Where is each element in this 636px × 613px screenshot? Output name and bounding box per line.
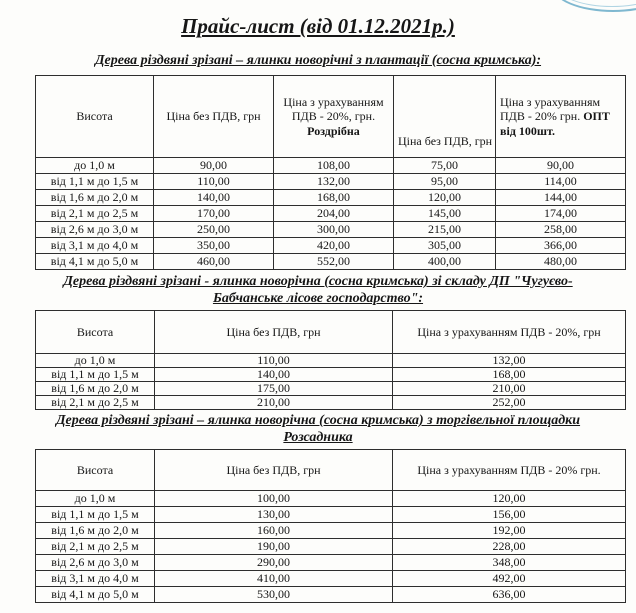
price-cell: 215,00: [394, 222, 496, 238]
plantation-price-table: [35, 75, 626, 270]
height-cell: від 1,1 м до 1,5 м: [36, 507, 155, 523]
height-cell: від 2,1 м до 2,5 м: [36, 206, 154, 222]
height-cell: від 1,6 м до 2,0 м: [36, 382, 155, 396]
height-cell: від 2,6 м до 3,0 м: [36, 222, 154, 238]
price-cell: 350,00: [154, 238, 274, 254]
col-header-price-no-vat-retail: Ціна без ПДВ, грн: [154, 76, 274, 158]
price-cell: 190,00: [155, 539, 393, 555]
price-cell: 400,00: [394, 254, 496, 270]
section3-heading-line1: Дерева різдвяні зрізані – ялинка новорічна (сосна кримська) з торгівельної площадки: [55, 413, 581, 428]
table-row: [36, 174, 626, 190]
table-row: [36, 396, 626, 410]
price-cell: 170,00: [154, 206, 274, 222]
price-cell: 305,00: [394, 238, 496, 254]
height-cell: від 4,1 м до 5,0 м: [36, 254, 154, 270]
price-cell: 110,00: [154, 174, 274, 190]
col-header-price-no-vat: Ціна без ПДВ, грн: [155, 450, 393, 491]
section3-heading-line2: Розсадника: [283, 430, 353, 445]
warehouse-price-table: [35, 310, 626, 410]
height-cell: до 1,0 м: [36, 158, 154, 174]
table-row: [36, 222, 626, 238]
price-cell: 110,00: [155, 354, 393, 368]
price-cell: 410,00: [155, 571, 393, 587]
height-cell: від 3,1 м до 4,0 м: [36, 571, 155, 587]
height-cell: від 2,1 м до 2,5 м: [36, 396, 155, 410]
table-row: [36, 190, 626, 206]
section2-heading-line2: Бабчанське лісове господарство":: [212, 291, 424, 306]
col-header-price-vat: Ціна з урахуванням ПДВ - 20%, грн: [393, 311, 626, 354]
price-cell: 258,00: [496, 222, 626, 238]
price-cell: 120,00: [393, 491, 626, 507]
table-row: [36, 254, 626, 270]
price-cell: 204,00: [274, 206, 394, 222]
col-header-height: Висота: [36, 450, 155, 491]
price-cell: 250,00: [154, 222, 274, 238]
col-header-price-no-vat-opt: Ціна без ПДВ, грн: [394, 76, 496, 158]
height-cell: від 2,6 м до 3,0 м: [36, 555, 155, 571]
price-cell: 480,00: [496, 254, 626, 270]
price-cell: 132,00: [274, 174, 394, 190]
price-cell: 530,00: [155, 587, 393, 603]
table-row: [36, 507, 626, 523]
price-cell: 228,00: [393, 539, 626, 555]
col-header-height: Висота: [36, 76, 154, 158]
price-cell: 210,00: [393, 382, 626, 396]
table-row: [36, 354, 626, 368]
price-cell: 132,00: [393, 354, 626, 368]
table-row: [36, 555, 626, 571]
table-row: [36, 382, 626, 396]
col-header-price-vat-retail: [274, 76, 394, 158]
price-cell: 192,00: [393, 523, 626, 539]
table-row: [36, 206, 626, 222]
col-header-price-vat-opt: [496, 76, 626, 158]
price-cell: 144,00: [496, 190, 626, 206]
price-cell: 140,00: [154, 190, 274, 206]
price-cell: 156,00: [393, 507, 626, 523]
price-cell: 174,00: [496, 206, 626, 222]
price-cell: 168,00: [393, 368, 626, 382]
col-header-text: Ціна з урахуванням ПДВ - 20% грн.: [500, 94, 601, 124]
col-header-price-no-vat: Ціна без ПДВ, грн: [155, 311, 393, 354]
price-cell: 168,00: [274, 190, 394, 206]
table-row: [36, 587, 626, 603]
table-row: [36, 491, 626, 507]
section1-heading: Дерева різдвяні зрізані – ялинки новорічні з плантації (сосна кримська):: [94, 53, 542, 68]
price-cell: 252,00: [393, 396, 626, 410]
price-cell: 108,00: [274, 158, 394, 174]
price-cell: 460,00: [154, 254, 274, 270]
table-header-row: [36, 311, 626, 354]
price-cell: 95,00: [394, 174, 496, 190]
price-cell: 290,00: [155, 555, 393, 571]
height-cell: від 1,6 м до 2,0 м: [36, 190, 154, 206]
page-title: Прайс-лист (від 01.12.2021р.): [181, 14, 455, 38]
height-cell: від 1,1 м до 1,5 м: [36, 174, 154, 190]
price-cell: 175,00: [155, 382, 393, 396]
table-row: [36, 523, 626, 539]
price-cell: 300,00: [274, 222, 394, 238]
price-cell: 160,00: [155, 523, 393, 539]
table-row: [36, 238, 626, 254]
table-row: [36, 158, 626, 174]
nursery-price-table: [35, 449, 626, 603]
price-cell: 130,00: [155, 507, 393, 523]
price-cell: 366,00: [496, 238, 626, 254]
price-cell: 100,00: [155, 491, 393, 507]
table-row: [36, 368, 626, 382]
section3-heading: [6, 412, 630, 446]
height-cell: до 1,0 м: [36, 354, 155, 368]
price-cell: 492,00: [393, 571, 626, 587]
price-cell: 210,00: [155, 396, 393, 410]
col-header-price-vat: Ціна з урахуванням ПДВ - 20% грн.: [393, 450, 626, 491]
col-header-height: Висота: [36, 311, 155, 354]
height-cell: до 1,0 м: [36, 491, 155, 507]
price-cell: 75,00: [394, 158, 496, 174]
price-cell: 120,00: [394, 190, 496, 206]
section2-heading-line1: Дерева різдвяні зрізані - ялинка новорічна (сосна кримська) зі складу ДП "Чугуєво-: [63, 274, 573, 289]
height-cell: від 1,6 м до 2,0 м: [36, 523, 155, 539]
height-cell: від 3,1 м до 4,0 м: [36, 238, 154, 254]
col-header-text: Ціна з урахуванням ПДВ - 20%, грн.: [283, 94, 384, 124]
price-cell: 552,00: [274, 254, 394, 270]
table-header-row: [36, 76, 626, 158]
price-cell: 348,00: [393, 555, 626, 571]
price-cell: 420,00: [274, 238, 394, 254]
price-cell: 140,00: [155, 368, 393, 382]
price-cell: 90,00: [496, 158, 626, 174]
table-header-row: [36, 450, 626, 491]
price-cell: 114,00: [496, 174, 626, 190]
height-cell: від 4,1 м до 5,0 м: [36, 587, 155, 603]
col-header-bold-text: ОПТ від 100шт.: [500, 109, 610, 138]
table-row: [36, 571, 626, 587]
price-cell: 145,00: [394, 206, 496, 222]
height-cell: від 2,1 м до 2,5 м: [36, 539, 155, 555]
section2-heading: [6, 273, 630, 307]
table-row: [36, 539, 626, 555]
height-cell: від 1,1 м до 1,5 м: [36, 368, 155, 382]
col-header-bold-text: Роздрібна: [307, 123, 360, 138]
price-cell: 90,00: [154, 158, 274, 174]
price-cell: 636,00: [393, 587, 626, 603]
